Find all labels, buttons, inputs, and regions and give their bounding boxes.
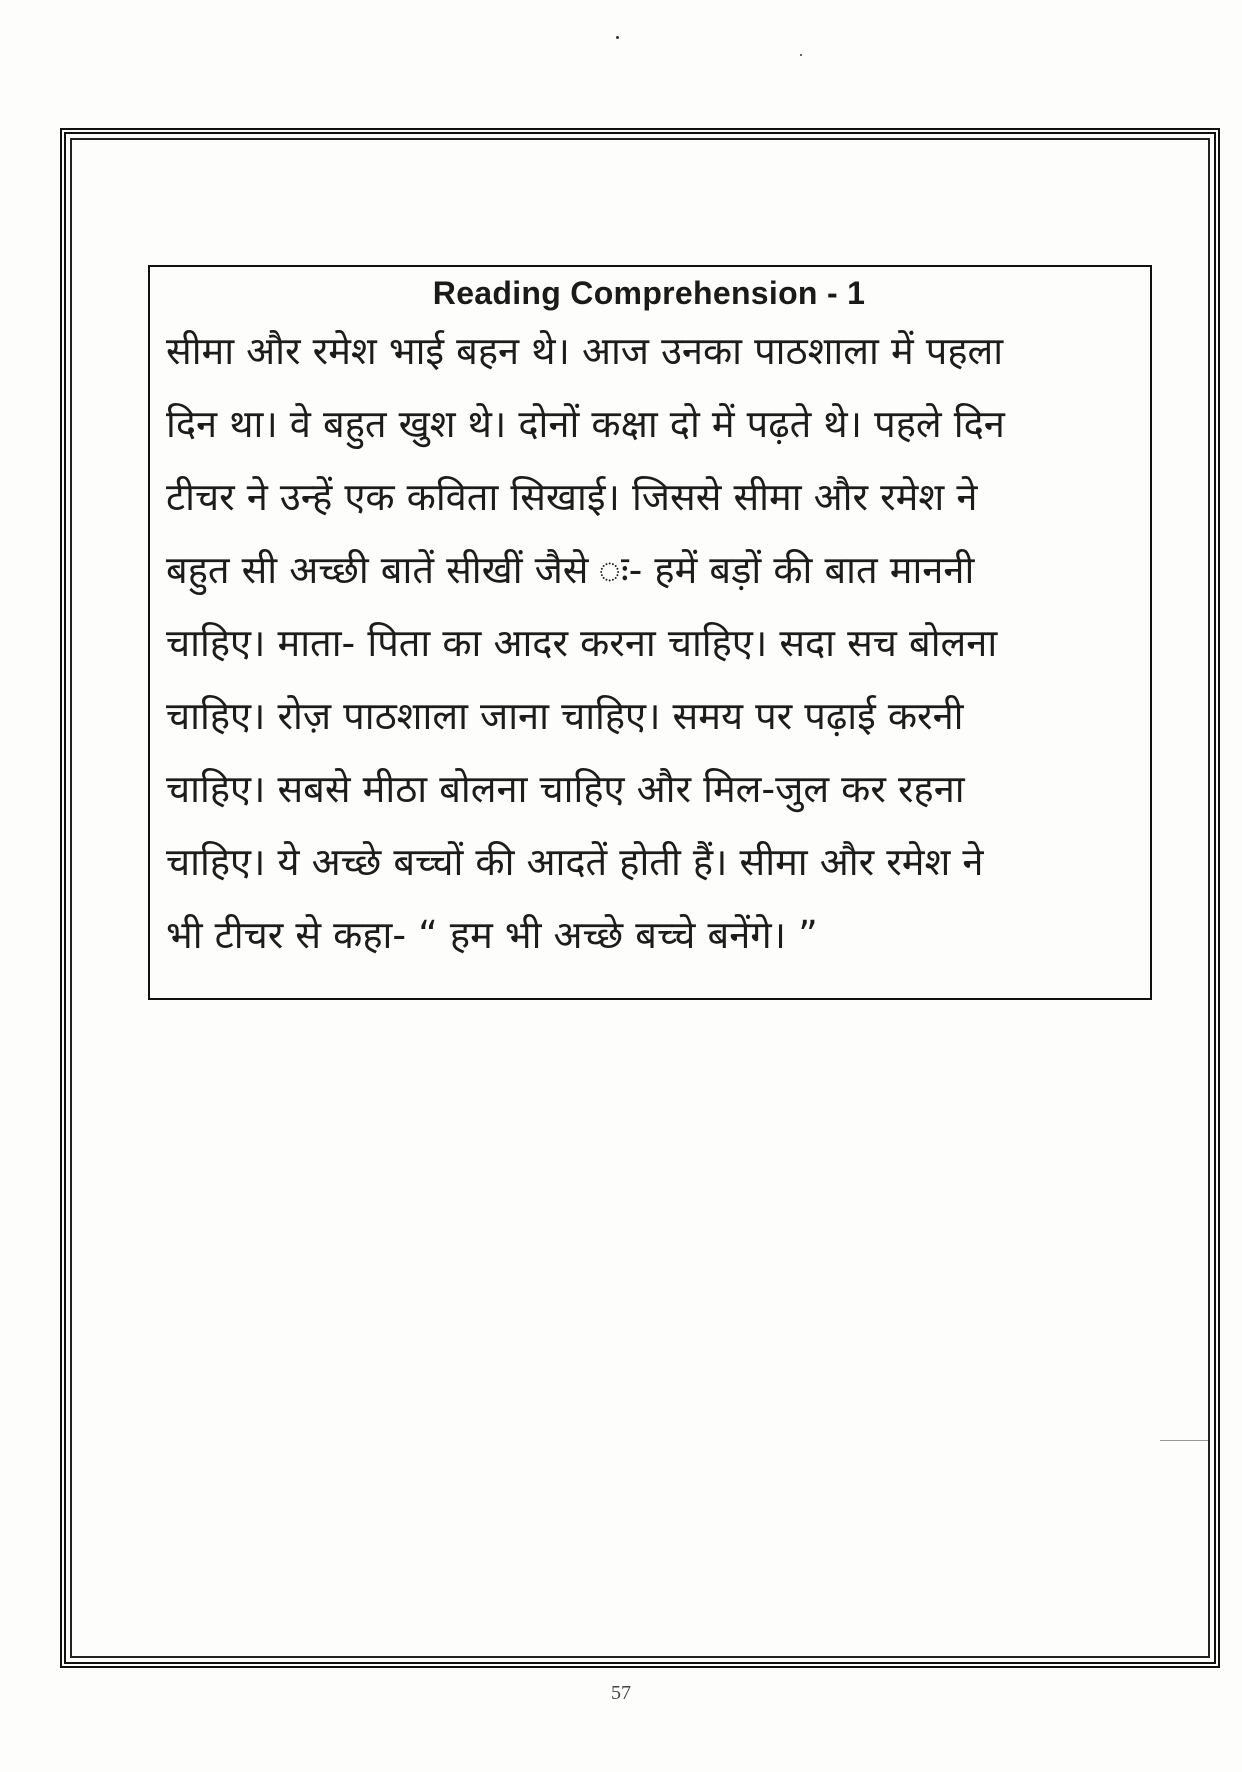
passage-line: चाहिए। ये अच्छे बच्चों की आदतें होती हैं। सीमा और रमेश ने: [166, 840, 984, 884]
passage-line: भी टीचर से कहा- “ हम भी अच्छे बच्चे बनेंगे। ”: [166, 913, 818, 957]
passage-line: दिन था। वे बहुत खुश थे। दोनों कक्षा दो में पढ़ते थे। पहले दिन: [166, 402, 1005, 446]
passage-line: चाहिए। सबसे मीठा बोलना चाहिए और मिल-जुल कर रहना: [166, 767, 965, 811]
page-number: 57: [611, 1682, 631, 1704]
passage-text: [166, 315, 1132, 972]
scan-speck: [800, 54, 802, 56]
passage-line: चाहिए। रोज़ पाठशाला जाना चाहिए। समय पर पढ़ाई करनी: [166, 694, 964, 738]
passage-line: टीचर ने उन्हें एक कविता सिखाई। जिससे सीमा और रमेश ने: [166, 475, 978, 519]
passage-line: सीमा और रमेश भाई बहन थे। आज उनका पाठशाला में पहला: [166, 329, 1004, 373]
passage-line: बहुत सी अच्छी बातें सीखीं जैसे ः- हमें बड़ों की बात माननी: [166, 548, 975, 592]
scan-speck: [616, 36, 619, 39]
passage-title: Reading Comprehension - 1: [432, 275, 866, 311]
scan-mark: [1160, 1440, 1208, 1441]
passage-line: चाहिए। माता- पिता का आदर करना चाहिए। सदा सच बोलना: [166, 621, 998, 665]
reading-passage-box: [148, 265, 1152, 1000]
